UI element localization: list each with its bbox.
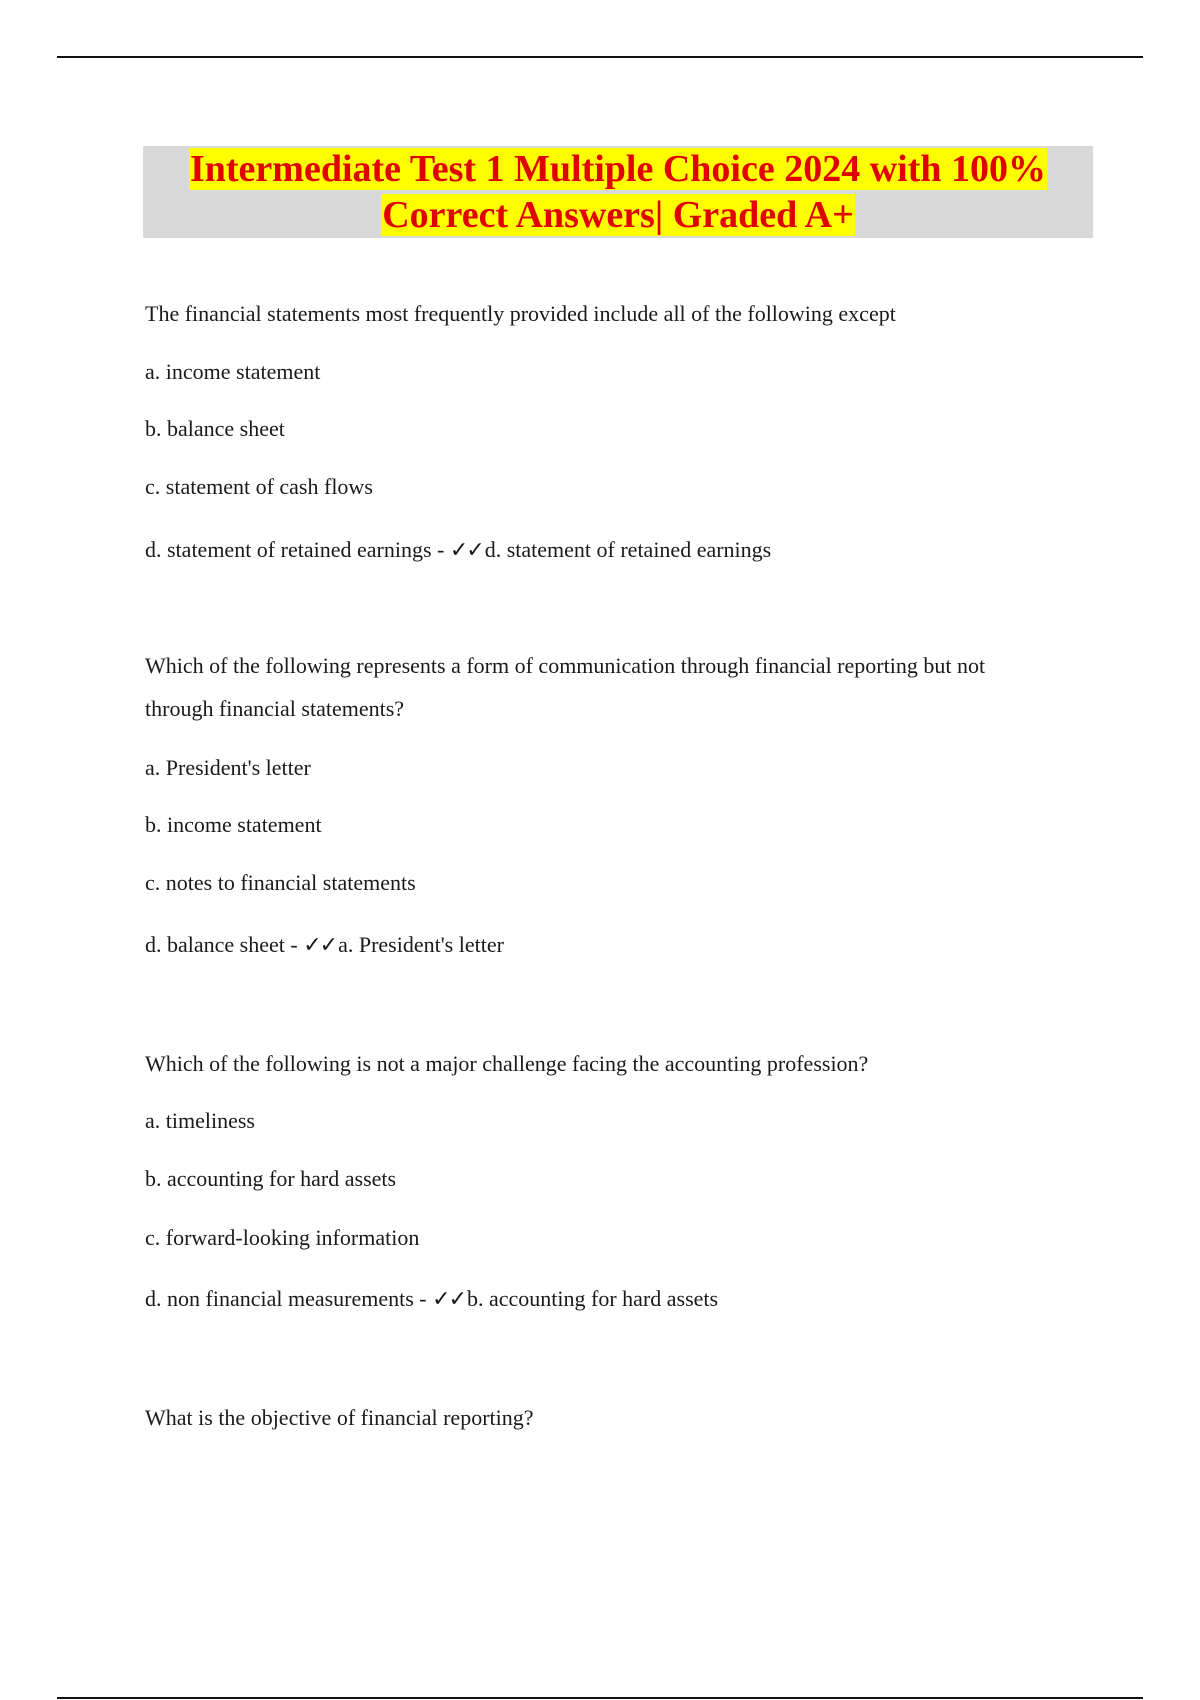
bottom-rule — [57, 1697, 1143, 1699]
question-3-option-a: a. timeliness — [145, 1108, 255, 1133]
question-2-text-line-2: through financial statements? — [145, 696, 405, 721]
question-4-text: What is the objective of financial reporting? — [145, 1405, 534, 1430]
question-2-option-b: b. income statement — [145, 812, 322, 837]
title-line-1: Intermediate Test 1 Multiple Choice 2024 with 100% — [189, 148, 1046, 190]
check-mark-icon: ✓✓ — [432, 1287, 466, 1312]
question-2-option-a: a. President's letter — [145, 755, 311, 780]
question-1-option-a: a. income statement — [145, 359, 321, 384]
question-2-option-d: d. balance sheet - — [145, 932, 304, 957]
question-3-option-b: b. accounting for hard assets — [145, 1166, 397, 1191]
question-1-option-c: c. statement of cash flows — [145, 474, 373, 499]
question-1-text: The financial statements most frequently provided include all of the following except — [145, 301, 896, 326]
question-3-option-c: c. forward-looking information — [145, 1225, 420, 1250]
question-1-answer: d. statement of retained earnings — [484, 537, 772, 562]
question-3-answer: b. accounting for hard assets — [467, 1286, 719, 1311]
question-2-option-d-with-answer — [145, 924, 504, 967]
question-2-answer: a. President's letter — [338, 932, 504, 957]
check-mark-icon: ✓✓ — [303, 933, 337, 958]
title-line-2: Correct Answers| Graded A+ — [382, 194, 854, 236]
top-rule — [57, 56, 1143, 58]
question-1-option-d-with-answer — [145, 529, 771, 572]
question-1-option-d: d. statement of retained earnings - — [145, 537, 450, 562]
question-2-option-c: c. notes to financial statements — [145, 870, 416, 895]
question-3-option-d-with-answer — [145, 1278, 718, 1321]
question-1-option-b: b. balance sheet — [145, 416, 285, 441]
document-title — [143, 146, 1093, 238]
question-3-text: Which of the following is not a major challenge facing the accounting profession? — [145, 1051, 869, 1076]
check-mark-icon: ✓✓ — [449, 538, 483, 563]
question-2-text-line-1: Which of the following represents a form of communication through financial reporting but not — [145, 653, 986, 678]
question-3-option-d: d. non financial measurements - — [145, 1286, 433, 1311]
